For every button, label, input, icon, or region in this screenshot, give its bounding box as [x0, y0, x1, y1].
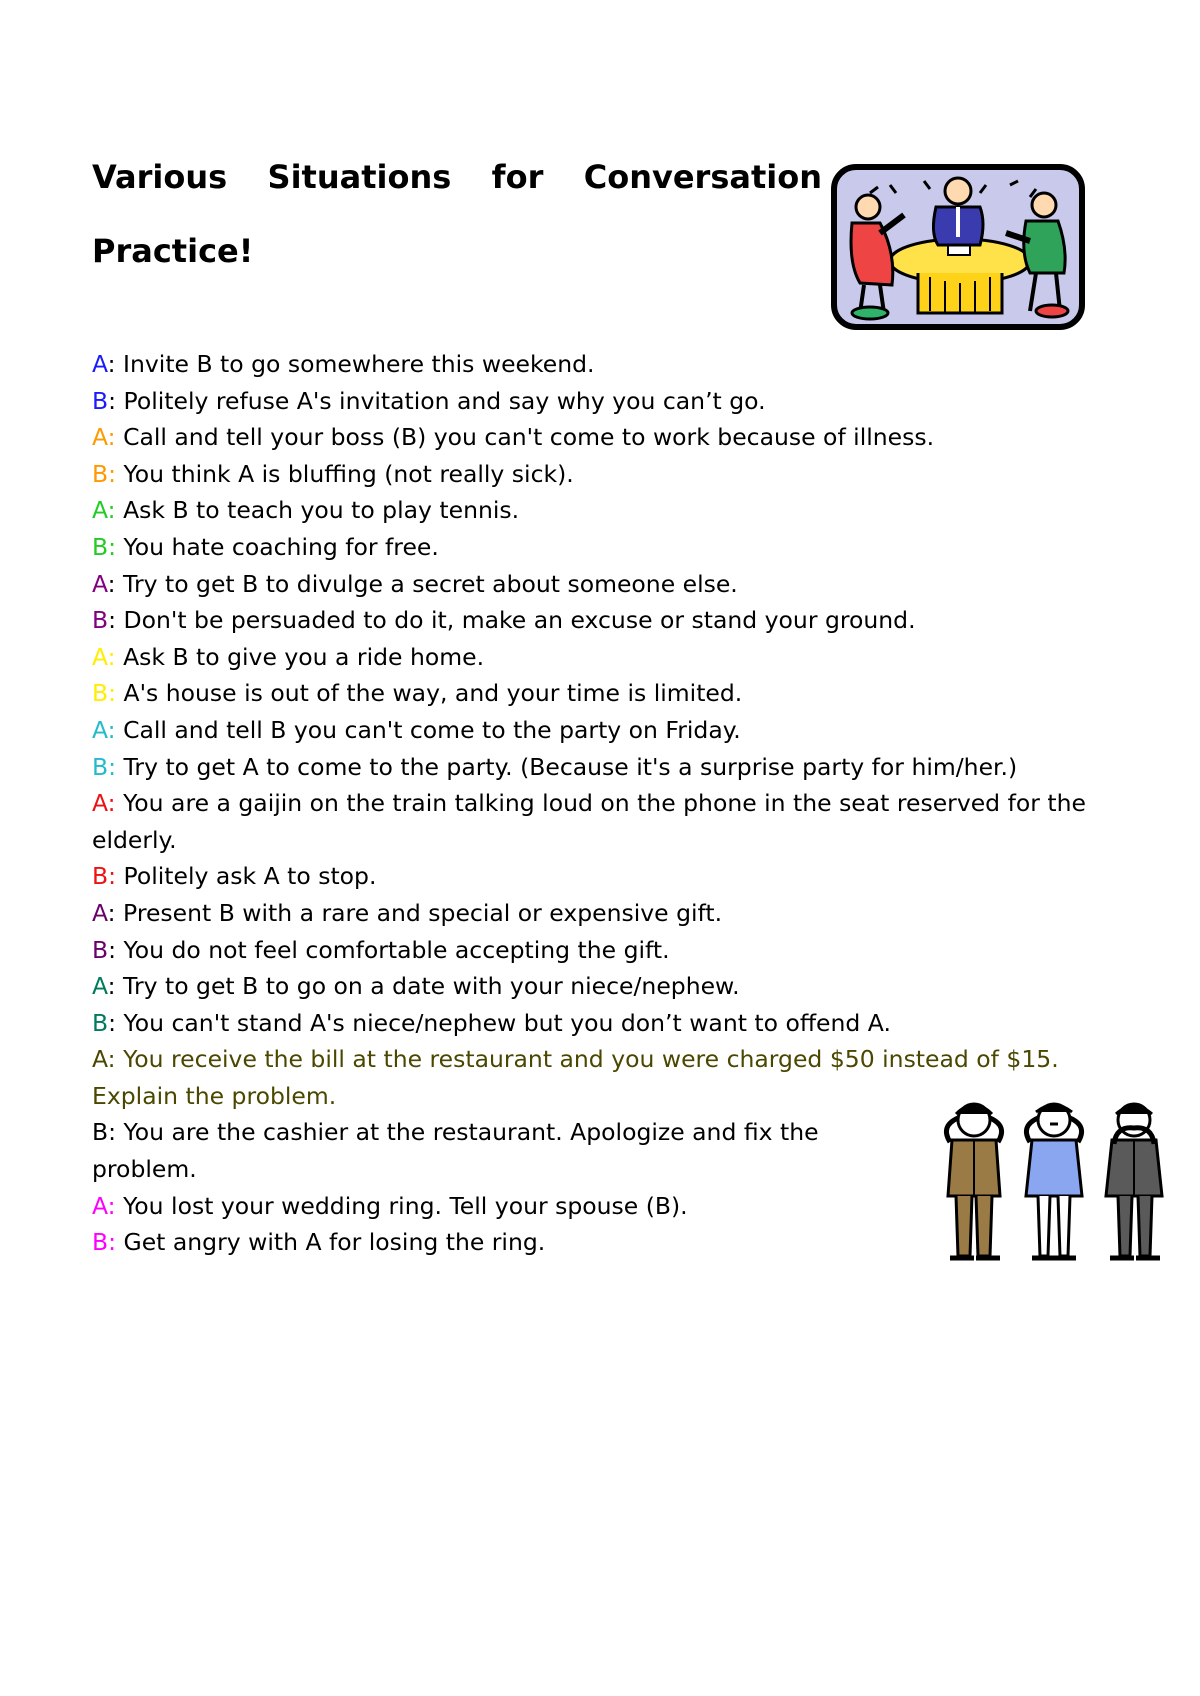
line-text: Get angry with A for losing the ring. — [116, 1228, 546, 1257]
list-item — [92, 456, 1112, 493]
line-text: : Try to get B to go on a date with your niece/nephew. — [107, 972, 740, 1001]
speaker-label: A — [92, 350, 108, 378]
line-text: : You do not feel comfortable accepting the gift. — [108, 935, 670, 964]
speaker-label: B: — [92, 532, 117, 561]
line-text: : Politely refuse A's invitation and say why you can’t go. — [108, 386, 766, 415]
list-item — [92, 383, 1112, 420]
speaker-label: B: — [92, 752, 117, 781]
speaker-label: A: — [92, 1191, 116, 1220]
speaker-label: A: — [92, 496, 116, 525]
line-text: You hate coaching for free. — [116, 532, 439, 561]
speaker-label: B — [92, 935, 109, 964]
speaker-label: B: — [92, 459, 117, 488]
line-text: : Don't be persuaded to do it, make an excuse or stand your ground. — [108, 606, 916, 635]
speaker-label: A: — [92, 715, 116, 744]
list-item — [92, 1114, 872, 1187]
line-text: You are a gaijin on the train talking loud on the phone in the seat reserved for the elderly. — [92, 789, 1086, 854]
list-item — [92, 1041, 1112, 1114]
list-item — [92, 1224, 1112, 1261]
list-item — [92, 419, 1112, 456]
line-text: You receive the bill at the restaurant and you were charged $50 instead of $15. Explain the problem. — [92, 1045, 1059, 1110]
line-text: : Invite B to go somewhere this weekend. — [107, 350, 595, 378]
list-item — [92, 492, 1112, 529]
list-item — [92, 675, 1112, 712]
line-text: Ask B to teach you to play tennis. — [115, 496, 520, 525]
line-text: A's house is out of the way, and your time is limited. — [116, 679, 743, 708]
list-item — [92, 712, 1112, 749]
list-item — [92, 785, 1112, 858]
list-item — [92, 858, 1112, 895]
dialogue-list — [92, 346, 1112, 1261]
speaker-label: A — [92, 569, 108, 598]
list-item — [92, 749, 1112, 786]
list-item — [92, 1188, 1112, 1225]
speaker-label: A: — [92, 423, 116, 452]
speaker-label: B — [92, 606, 109, 635]
speaker-label: B — [92, 386, 109, 415]
list-item — [92, 932, 1112, 969]
line-text: Ask B to give you a ride home. — [115, 642, 485, 671]
line-text: : You can't stand A's niece/nephew but you don’t want to offend A. — [108, 1008, 891, 1037]
list-item — [92, 895, 1112, 932]
list-item — [92, 566, 1112, 603]
speaker-label: B: — [92, 862, 117, 891]
line-text: : Try to get B to divulge a secret about someone else. — [107, 569, 738, 598]
line-text: You are the cashier at the restaurant. Apologize and fix the problem. — [92, 1118, 819, 1184]
list-item — [92, 968, 1112, 1005]
line-text: : Present B with a rare and special or expensive gift. — [107, 898, 723, 927]
meeting-clipart-icon — [830, 163, 1086, 331]
list-item — [92, 346, 1112, 383]
page-title: Various Situations for Conversation Practice! — [92, 158, 822, 270]
line-text: You think A is bluffing (not really sick). — [116, 459, 574, 488]
speaker-label: B: — [92, 1118, 117, 1147]
list-item — [92, 639, 1112, 676]
line-text: Politely ask A to stop. — [116, 862, 377, 891]
list-item — [92, 529, 1112, 566]
speaker-label: B: — [92, 1228, 117, 1257]
line-text: Call and tell your boss (B) you can't come to work because of illness. — [115, 423, 935, 452]
speaker-label: A — [92, 898, 108, 927]
list-item — [92, 602, 1112, 639]
speaker-label: A — [92, 972, 108, 1001]
line-text: Try to get A to come to the party. (Because it's a surprise party for him/her.) — [116, 752, 1018, 781]
line-text: You lost your wedding ring. Tell your spouse (B). — [115, 1191, 688, 1220]
line-text: Call and tell B you can't come to the party on Friday. — [115, 715, 741, 744]
list-item — [92, 1005, 1112, 1042]
speaker-label: A: — [92, 642, 116, 671]
speaker-label: A: — [92, 789, 116, 818]
speaker-label: A: — [92, 1045, 116, 1074]
speaker-label: B — [92, 1008, 109, 1037]
speaker-label: B: — [92, 679, 117, 708]
